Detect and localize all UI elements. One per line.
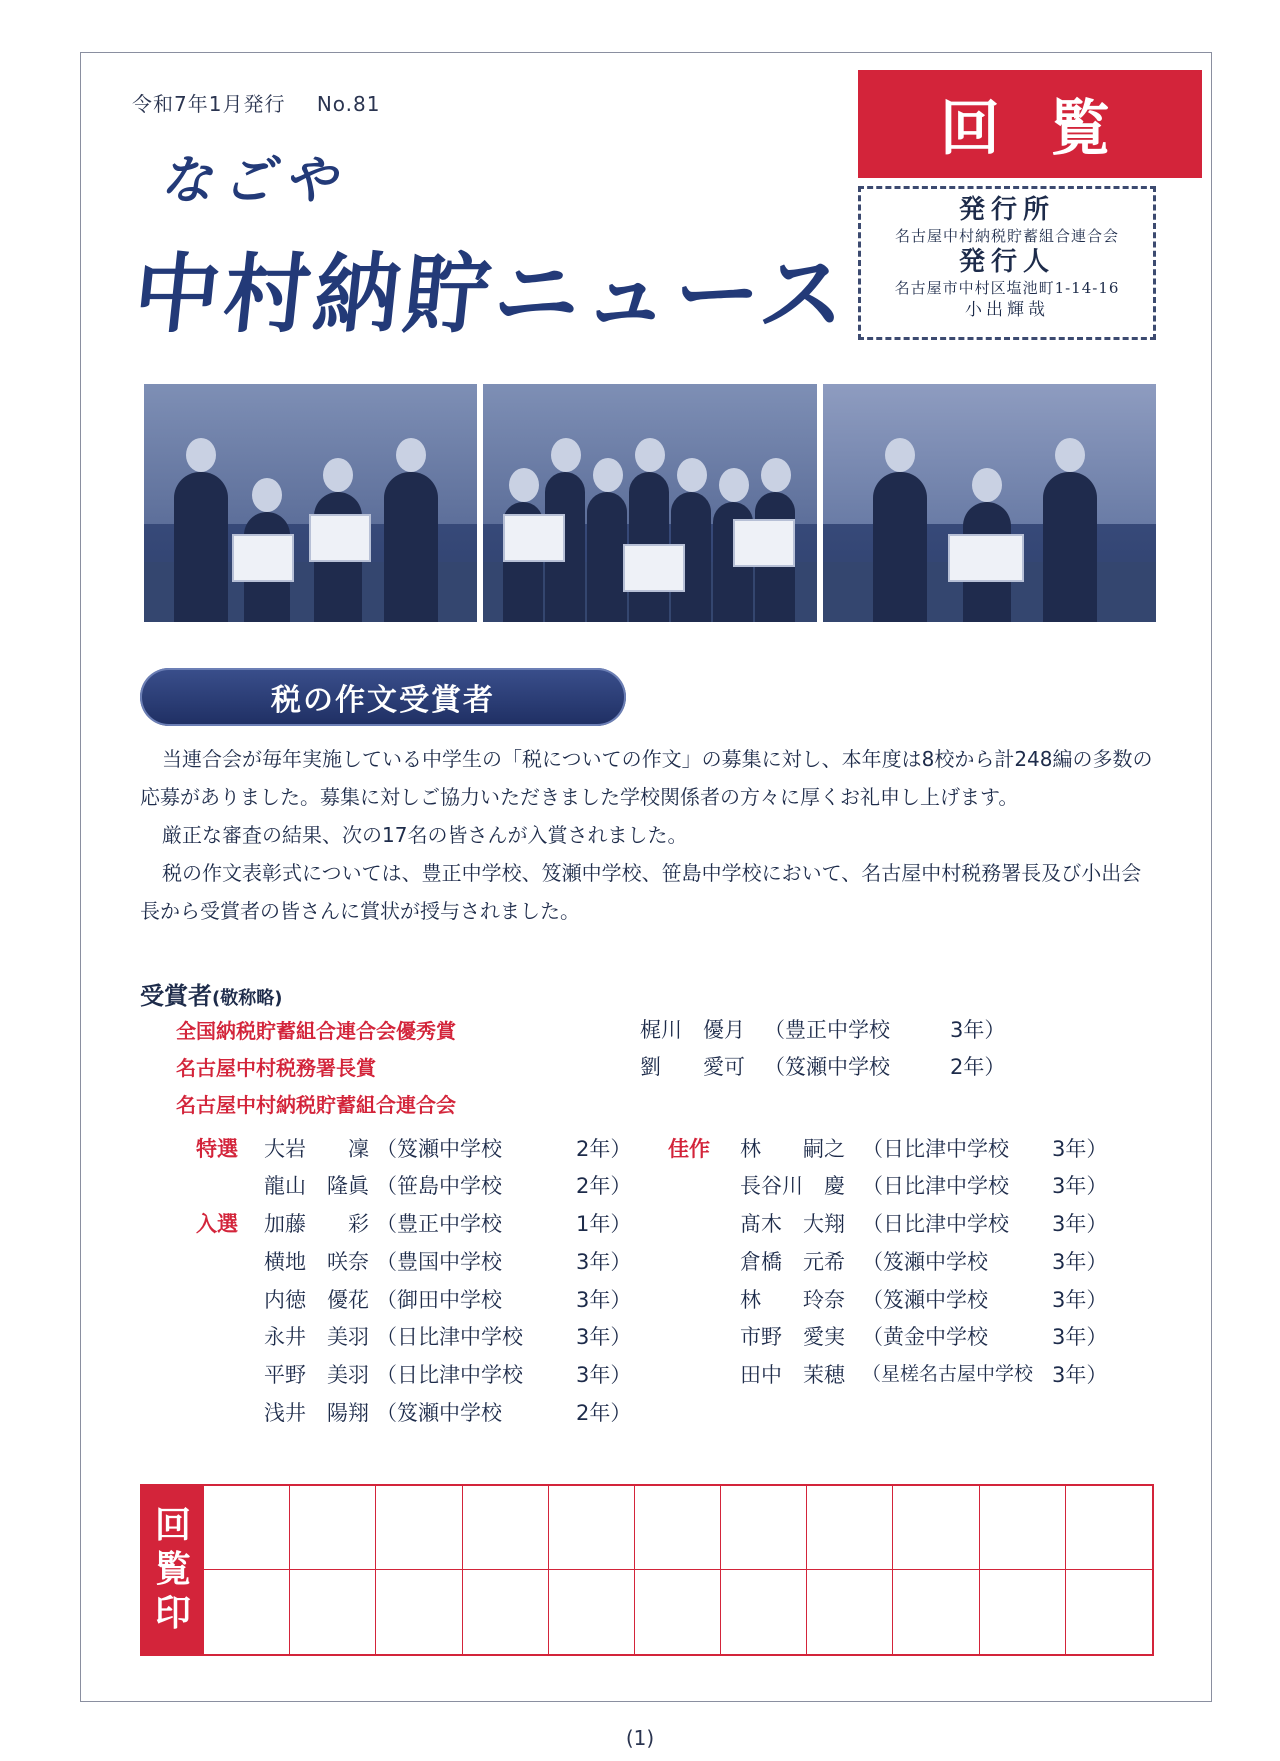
winner-grade: 3年） — [1052, 1250, 1108, 1274]
publisher-name: 名古屋中村納税貯蓄組合連合会 — [894, 227, 1119, 245]
winner-name: 田中 茉穂 — [740, 1363, 845, 1387]
stamp-cell[interactable] — [463, 1570, 549, 1654]
stamp-cell[interactable] — [204, 1486, 290, 1570]
stamp-cell[interactable] — [721, 1486, 807, 1570]
winner-name: 長谷川 慶 — [740, 1174, 845, 1198]
section-body — [140, 740, 1160, 930]
stamp-cell[interactable] — [893, 1486, 979, 1570]
issuer-name: 小出輝哉 — [965, 300, 1049, 320]
winner-name: 倉橋 元希 — [740, 1250, 845, 1274]
issue-line — [132, 88, 404, 117]
winner-grade: 3年） — [576, 1363, 632, 1387]
winner-school: （日比津中学校 — [376, 1363, 523, 1387]
winner-grade: 3年） — [576, 1250, 632, 1274]
winner-grade: 2年） — [576, 1401, 632, 1425]
winner-school: （日比津中学校 — [862, 1137, 1009, 1161]
winner-grade: 3年） — [1052, 1212, 1108, 1236]
winner-grade: 3年） — [1052, 1363, 1108, 1387]
publisher-label: 発行所 — [958, 195, 1055, 225]
winner-name: 横地 咲奈 — [264, 1250, 369, 1274]
winner-grade: 3年） — [576, 1325, 632, 1349]
winner-grade: 3年） — [1052, 1325, 1108, 1349]
paragraph: 厳正な審査の結果、次の17名の皆さんが入賞されました。 — [162, 823, 688, 847]
grade-label-kasaku: 佳作 — [668, 1137, 710, 1161]
stamp-cell[interactable] — [980, 1570, 1066, 1654]
award-name: 名古屋中村納税貯蓄組合連合会 — [176, 1093, 456, 1117]
masthead-subtitle: なごや — [160, 150, 347, 211]
masthead-title: 中村納貯ニュース — [128, 244, 856, 345]
winners-heading — [140, 976, 282, 1011]
stamp-cell[interactable] — [893, 1570, 979, 1654]
winner-name: 平野 美羽 — [264, 1363, 369, 1387]
stamp-cell[interactable] — [980, 1486, 1066, 1570]
stamp-cell[interactable] — [1066, 1486, 1152, 1570]
winner-name: 林 嗣之 — [740, 1137, 845, 1161]
photo-row — [144, 384, 1156, 622]
winner-grade: 2年） — [576, 1174, 632, 1198]
stamp-label — [142, 1486, 204, 1654]
winners-title: 受賞者 — [140, 982, 212, 1010]
publisher-box — [858, 186, 1156, 340]
stamp-cell[interactable] — [376, 1570, 462, 1654]
winner-grade: 3年） — [1052, 1288, 1108, 1312]
winner-school: （笈瀬中学校 — [376, 1137, 502, 1161]
issuer-address: 名古屋市中村区塩池町1-14-16 — [894, 279, 1120, 297]
stamp-cell[interactable] — [721, 1570, 807, 1654]
paragraph: 当連合会が毎年実施している中学生の「税についての作文」の募集に対し、本年度は8校から計248編の多数の応募がありました。募集に対しご協力いただきました学校関係者の方々に厚くお礼申し上げます。 — [140, 747, 1153, 809]
winner-school: （日比津中学校 — [862, 1174, 1009, 1198]
stamp-cell[interactable] — [376, 1486, 462, 1570]
stamp-cell[interactable] — [635, 1570, 721, 1654]
stamp-cell[interactable] — [290, 1486, 376, 1570]
stamp-cell[interactable] — [290, 1570, 376, 1654]
circulation-stamp-area — [140, 1484, 1154, 1656]
award-name: 名古屋中村税務署長賞 — [176, 1056, 376, 1080]
stamp-cell[interactable] — [807, 1486, 893, 1570]
winners-note: (敬称略) — [212, 988, 283, 1009]
stamp-char: 覧 — [154, 1549, 191, 1590]
winner-school: （日比津中学校 — [376, 1325, 523, 1349]
winner-school: （豊正中学校 — [376, 1212, 502, 1236]
stamp-cell[interactable] — [635, 1486, 721, 1570]
kairan-badge: 回覧 — [858, 70, 1202, 178]
stamp-cell[interactable] — [463, 1486, 549, 1570]
winner-school: （笹島中学校 — [376, 1174, 502, 1198]
winner-school: （日比津中学校 — [862, 1212, 1009, 1236]
stamp-cell[interactable] — [549, 1486, 635, 1570]
award-photo-3 — [823, 384, 1156, 622]
award-name: 全国納税貯蓄組合連合会優秀賞 — [176, 1019, 456, 1043]
winner-name: 大岩 凜 — [264, 1137, 369, 1161]
winner-grade: 1年） — [576, 1212, 632, 1236]
winner-name: 髙木 大翔 — [740, 1212, 845, 1236]
winner-name: 内徳 優花 — [264, 1288, 369, 1312]
winner-school: （豊国中学校 — [376, 1250, 502, 1274]
grade-label-nyusen: 入選 — [196, 1212, 238, 1236]
award-winner-school: （笈瀬中学校 — [764, 1055, 890, 1079]
paragraph: 税の作文表彰式については、豊正中学校、笈瀬中学校、笹島中学校において、名古屋中村税務署長及び小出会長から受賞者の皆さんに賞状が授与されました。 — [140, 861, 1142, 923]
award-winner-grade: 3年） — [950, 1018, 1006, 1042]
winner-name: 龍山 隆眞 — [264, 1174, 369, 1198]
stamp-cell[interactable] — [1066, 1570, 1152, 1654]
winner-school: （笈瀬中学校 — [862, 1288, 988, 1312]
stamp-cell[interactable] — [204, 1570, 290, 1654]
issue-number: No.81 — [316, 92, 381, 116]
winner-name: 加藤 彩 — [264, 1212, 369, 1236]
stamp-cell[interactable] — [549, 1570, 635, 1654]
winner-name: 市野 愛実 — [740, 1325, 845, 1349]
winner-school: （星槎名古屋中学校 — [862, 1363, 1034, 1385]
grade-label-tokusen: 特選 — [196, 1137, 238, 1161]
stamp-cell[interactable] — [807, 1570, 893, 1654]
award-winner-grade: 2年） — [950, 1055, 1006, 1079]
winner-grade: 3年） — [1052, 1137, 1108, 1161]
winner-name: 林 玲奈 — [740, 1288, 845, 1312]
winner-name: 浅井 陽翔 — [264, 1401, 369, 1425]
winner-school: （御田中学校 — [376, 1288, 502, 1312]
issuer-label: 発行人 — [958, 247, 1055, 277]
stamp-char: 印 — [154, 1593, 191, 1634]
winner-school: （黄金中学校 — [862, 1325, 988, 1349]
stamp-grid — [204, 1486, 1152, 1654]
winner-school: （笈瀬中学校 — [376, 1401, 502, 1425]
award-winner-school: （豊正中学校 — [764, 1018, 890, 1042]
page-number: (1) — [625, 1726, 655, 1750]
section-title: 税の作文受賞者 — [140, 668, 626, 726]
winner-grade: 3年） — [576, 1288, 632, 1312]
stamp-char: 回 — [154, 1505, 191, 1546]
award-winner-name: 梶川 優月 — [640, 1018, 745, 1042]
award-photo-1 — [144, 384, 477, 622]
winner-name: 永井 美羽 — [264, 1325, 369, 1349]
winner-school: （笈瀬中学校 — [862, 1250, 988, 1274]
winner-grade: 3年） — [1052, 1174, 1108, 1198]
award-photo-2 — [483, 384, 816, 622]
winner-grade: 2年） — [576, 1137, 632, 1161]
issue-date: 令和7年1月発行 — [132, 92, 286, 116]
award-winner-name: 劉 愛可 — [640, 1055, 745, 1079]
